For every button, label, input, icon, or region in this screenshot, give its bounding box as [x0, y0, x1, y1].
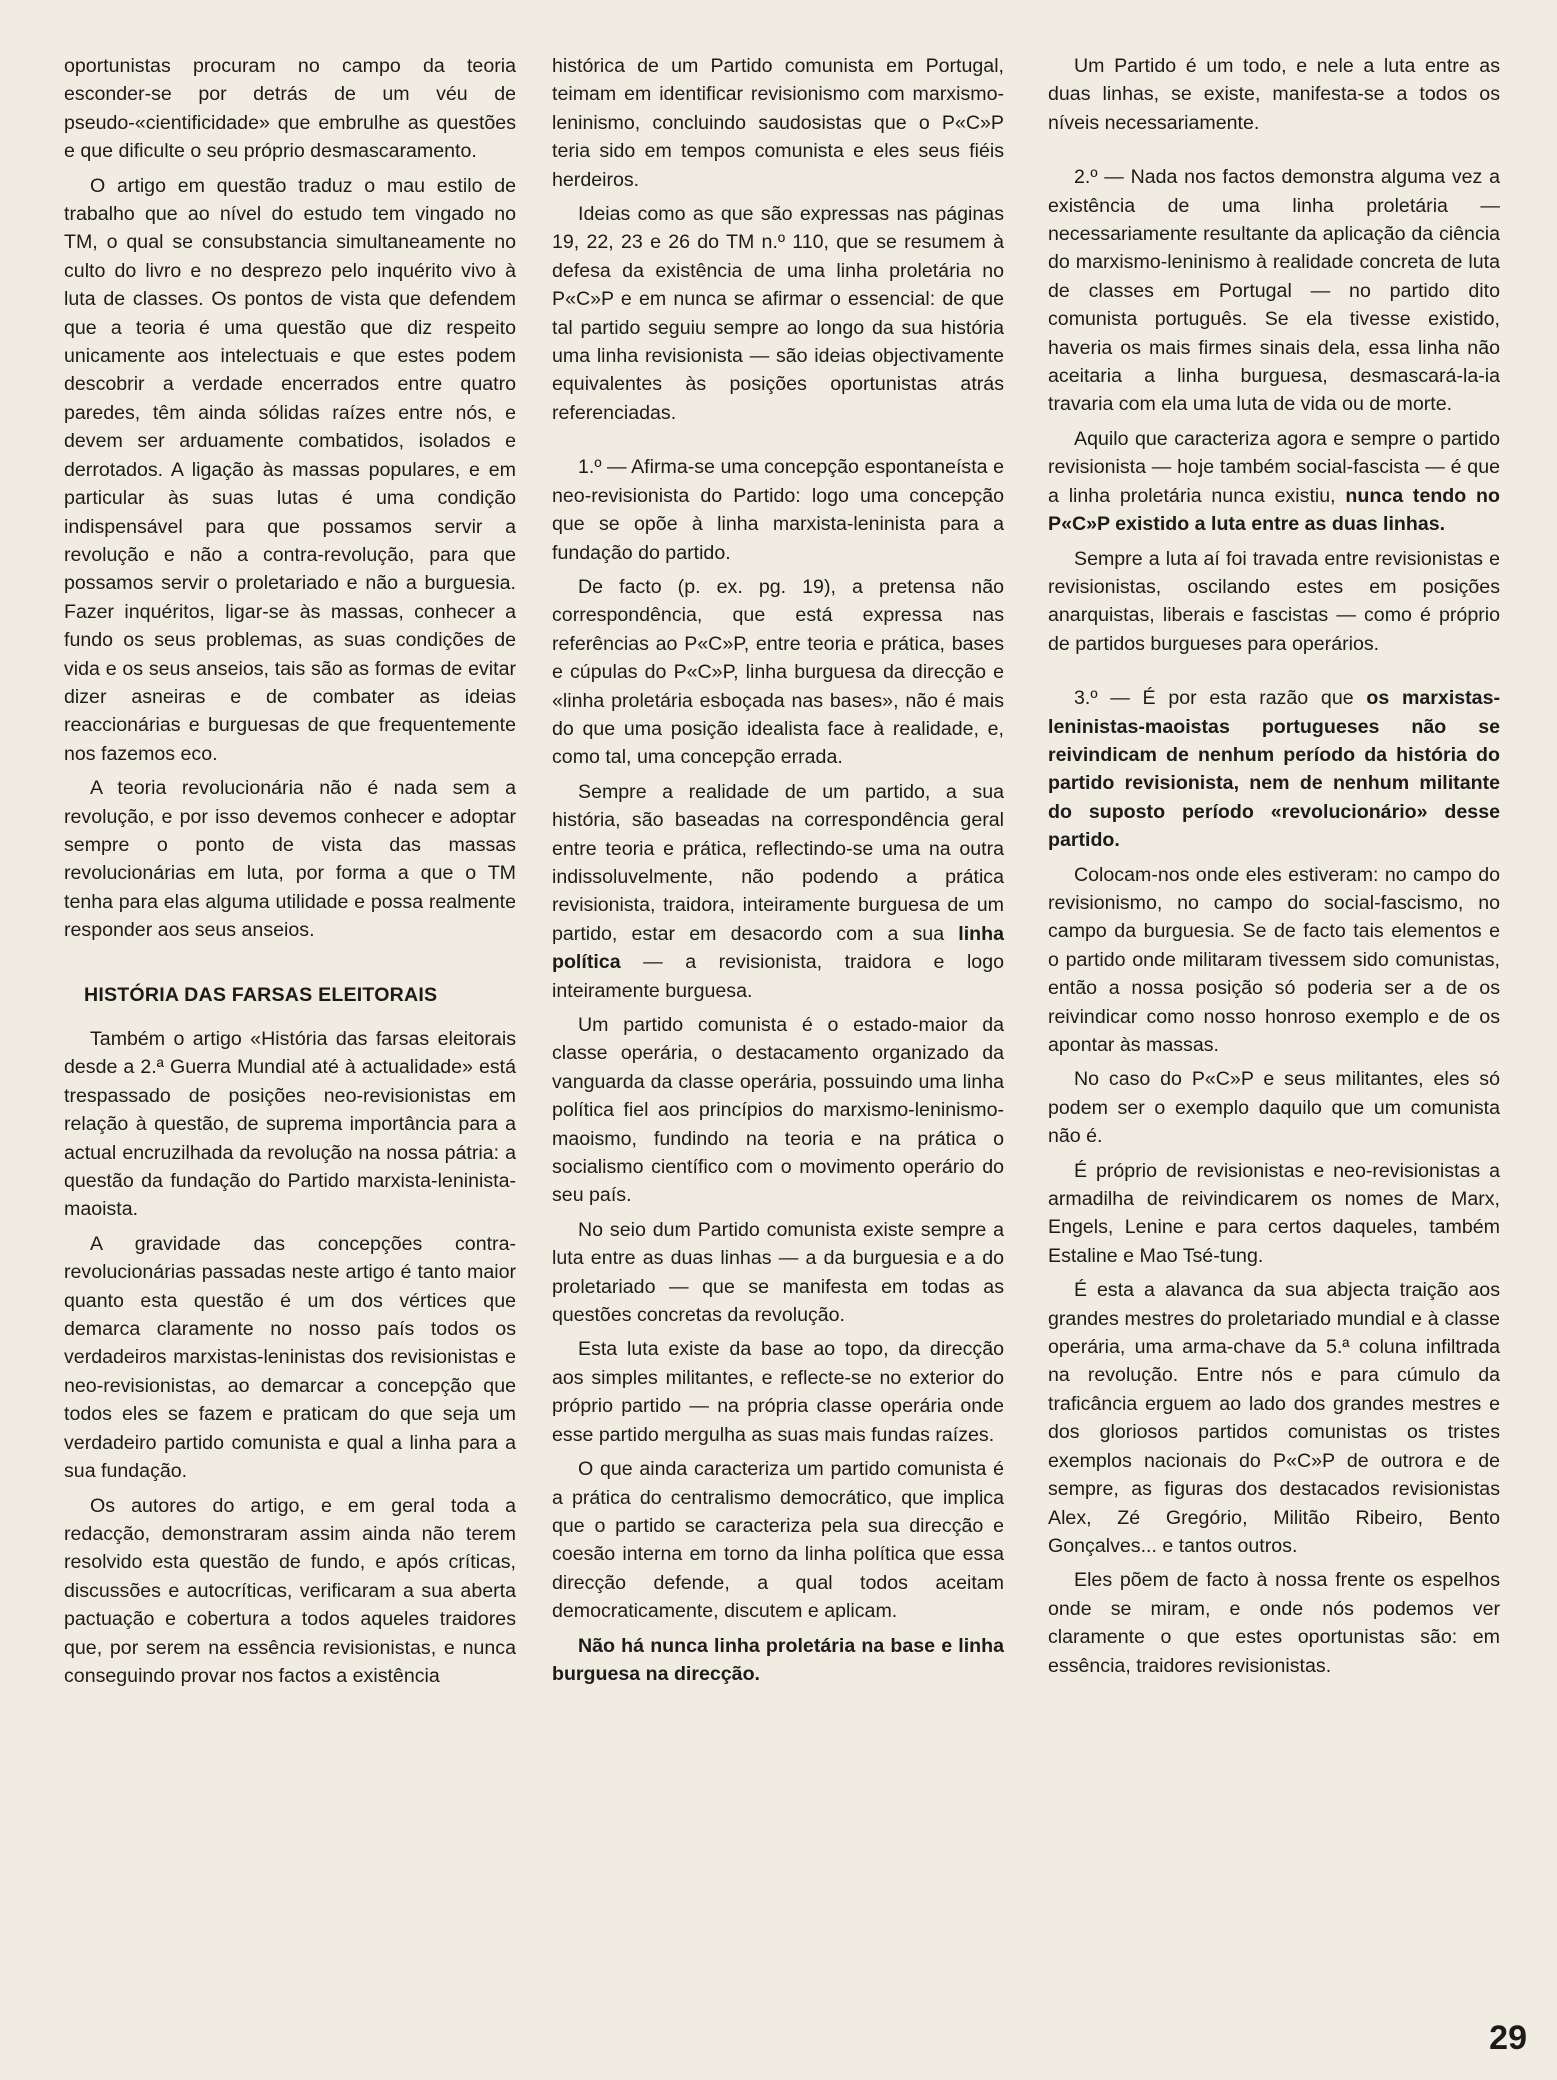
paragraph: 2.º — Nada nos factos demonstra alguma vez a existência de uma linha proletária — necessariamente resultante da aplicação da ciência do marxismo-leninismo à realidade concreta de luta de classes em Portugal — no partido dito comunista português. Se ela tivesse existido, haveria os mais firmes sinais dela, essa linha não aceitaria a linha burguesa, desmascará-la-ia travaria com ela uma luta de vida ou de morte. — [1048, 166, 1500, 416]
paragraph: Sempre a luta aí foi travada entre revisionistas e revisionistas, oscilando estes em posições anarquistas, liberais e fascistas — como é próprio de partidos burgueses para operários. — [1048, 547, 1500, 655]
bold-run: nunca tendo no P«C»P existido a luta entre as duas linhas. — [1048, 484, 1500, 536]
paragraph: Esta luta existe da base ao topo, da direcção aos simples militantes, e reflecte-se no exterior do próprio partido — na própria classe operária onde esse partido mergulha as suas mais fundas raízes. — [552, 1338, 1004, 1446]
paragraph: De facto (p. ex. pg. 19), a pretensa não correspondência, que está expressa nas referências ao P«C»P, entre teoria e prática, bases e cúpulas do P«C»P, linha burguesa da direcção e «linha proletária esboçada nas bases», não é mais do que uma posição idealista face à realidade, e, como tal, uma concepção errada. — [552, 575, 1004, 769]
bold-run: Não há nunca linha proletária na base e linha burguesa na direcção. — [552, 1634, 1004, 1685]
paragraph: É próprio de revisionistas e neo-revisionistas a armadilha de reivindicarem os nomes de Marx, Engels, Lenine e para certos daqueles, também Estaline e Mao Tsé-tung. — [1048, 1159, 1500, 1267]
paragraph: A teoria revolucionária não é nada sem a revolução, e por isso devemos conhecer e adoptar sempre o ponto de vista das massas revolucionárias em luta, por forma a que o TM tenha para elas alguma utilidade e possa realmente responder aos seus anseios. — [64, 777, 516, 942]
text-column-3 — [1048, 52, 1500, 1686]
bold-run: os marxistas-leninistas-maoistas portugueses não se reivindicam de nenhum período da história do partido revisionista, nem de nenhum militante do suposto período «revolucionário» desse partido. — [1048, 687, 1501, 852]
paragraph: Eles põem de facto à nossa frente os espelhos onde se miram, e onde nós podemos ver claramente o que estes oportunistas são: em essência, traidores revisionistas. — [1048, 1569, 1500, 1677]
paragraph: histórica de um Partido comunista em Portugal, teimam em identificar revisionismo com marxismo-leninismo, concluindo saudosistas que o P«C»P teria sido em tempos comunista e eles seus fiéis herdeiros. — [552, 55, 1004, 191]
paragraph: No caso do P«C»P e seus militantes, eles só podem ser o exemplo daquilo que um comunista não é. — [1048, 1068, 1500, 1148]
text-run: — a revisionista, traidora e logo inteiramente burguesa. — [552, 951, 1004, 1002]
bold-paragraph — [552, 1632, 1004, 1689]
text-run: Sempre a realidade de um partido, a sua história, são baseadas na correspondência geral entre teoria e prática, reflectindo-se uma na outra indissoluvelmente, não podendo a prática revisionista, traidora, inteiramente burguesa de um partido, estar em desacordo com a sua — [552, 780, 1004, 945]
text-run: Aquilo que caracteriza agora e sempre o partido revisionista — hoje também social-fascista — é que a linha proletária nunca existiu, — [1048, 427, 1500, 507]
paragraph: O que ainda caracteriza um partido comunista é a prática do centralismo democrático, que implica que o partido se caracteriza pela sua direcção e coesão interna em torno da linha política que essa direcção defende, a qual todos aceitam democraticamente, discutem e aplicam. — [552, 1458, 1004, 1623]
paragraph: Um Partido é um todo, e nele a luta entre as duas linhas, se existe, manifesta-se a todos os níveis necessariamente. — [1048, 55, 1500, 134]
paragraph: Também o artigo «História das farsas eleitorais desde a 2.ª Guerra Mundial até à actualidade» está trespassado de posições neo-revisionistas em relação à questão, de suprema importância para a actual encruzilhada da revolução na nossa pátria: a questão da fundação do Partido marxista-leninista-maoista. — [64, 1028, 516, 1221]
paragraph: oportunistas procuram no campo da teoria esconder-se por detrás de um véu de pseudo-«cientificidade» que embrulhe as questões e que dificulte o seu próprio desmascaramento. — [64, 55, 516, 163]
paragraph: É esta a alavanca da sua abjecta traição aos grandes mestres do proletariado mundial e à classe operária, uma arma-chave da 5.ª coluna infiltrada na revolução. Entre nós e para cúmulo da traficância erguem ao lado dos grandes mestres e dos gloriosos partidos comunistas os tristes exemplos nacionais do P«C»P de outrora e de sempre, as figuras dos destacados revisionistas Alex, Zé Gregório, Militão Ribeiro, Bento Gonçalves... e tantos outros. — [1048, 1279, 1500, 1557]
paragraph: Os autores do artigo, e em geral toda a redacção, demonstraram assim ainda não terem resolvido esta questão de fundo, e após críticas, discussões e autocríticas, verificaram a sua aberta pactuação e cobertura a todos aqueles traidores que, por serem na essência revisionistas, e nunca conseguindo provar nos factos a existência — [64, 1494, 516, 1687]
page-number: 29 — [1489, 2019, 1527, 2057]
paragraph: Colocam-nos onde eles estiveram: no campo do revisionismo, no campo do social-fascismo, no campo da burguesia. Se de facto tais elementos e o partido onde militaram tivessem sido comunistas, então a nossa posição só poderia ser a de os reivindicar como nosso honroso exemplo e de os apontar às massas. — [1048, 863, 1500, 1056]
paragraph — [552, 778, 1004, 1005]
paragraph — [1048, 425, 1500, 539]
paragraph: 1.º — Afirma-se uma concepção espontaneísta e neo-revisionista do Partido: logo uma concepção que se opõe à linha marxista-leninista para a fundação do partido. — [552, 456, 1004, 564]
text-column-1 — [64, 52, 516, 1696]
paragraph: O artigo em questão traduz o mau estilo de trabalho que ao nível do estudo tem vingado no TM, o qual se consubstancia simultaneamente no culto do livro e no desprezo pelo inquérito vivo à luta de classes. Os pontos de vista que defendem que a teoria é uma questão que diz respeito unicamente aos intelectuais e que estes podem descobrir a verdade encerrados entre quatro paredes, têm ainda sólidas raízes entre nós, e devem ser arduamente combatidos, isolados e derrotados. A ligação às massas populares, e em particular às suas lutas é uma condição indispensável para que possamos servir a revolução e não a contra-revolução, para que possamos servir o proletariado e não a burguesia. Fazer inquéritos, ligar-se às massas, conhecer a fundo os seus problemas, as suas condições de vida e os seus anseios, tais são as formas de evitar dizer asneiras e de combater as ideias reaccionárias e burguesas de que frequentemente nos fazemos eco. — [64, 174, 516, 765]
bold-run: linha política — [552, 922, 1004, 974]
section-heading: HISTÓRIA DAS FARSAS ELEITORAIS — [84, 983, 438, 1006]
paragraph: A gravidade das concepções contra-revolucionárias passadas neste artigo é tanto maior quanto esta questão é um dos vértices que demarca claramente no nosso país todos os verdadeiros marxistas-leninistas dos revisionistas e neo-revisionistas, ao demarcar a concepção que todos eles se fazem e praticam do que seja um verdadeiro partido comunista e qual a linha para a sua fundação. — [64, 1232, 516, 1483]
paragraph — [1048, 684, 1500, 854]
paragraph: No seio dum Partido comunista existe sempre a luta entre as duas linhas — a da burguesia e a do proletariado — que se manifesta em todas as questões concretas da revolução. — [552, 1218, 1004, 1327]
text-run: 3.º — É por esta razão que — [1074, 687, 1367, 710]
text-column-2 — [552, 52, 1004, 1694]
paragraph: Ideias como as que são expressas nas páginas 19, 22, 23 e 26 do TM n.º 110, que se resumem à defesa da existência de uma linha proletária no P«C»P e em nunca se afirmar o essencial: de que tal partido seguiu sempre ao longo da sua história uma linha revisionista — são ideias objectivamente equivalentes às posições oportunistas atrás referenciadas. — [552, 203, 1004, 424]
paragraph: Um partido comunista é o estado-maior da classe operária, o destacamento organizado da vanguarda da classe operária, possuindo uma linha política fiel aos princípios do marxismo-leninismo-maoismo, fundindo na teoria e na prática o socialismo científico com o movimento operário do seu país. — [552, 1014, 1004, 1207]
